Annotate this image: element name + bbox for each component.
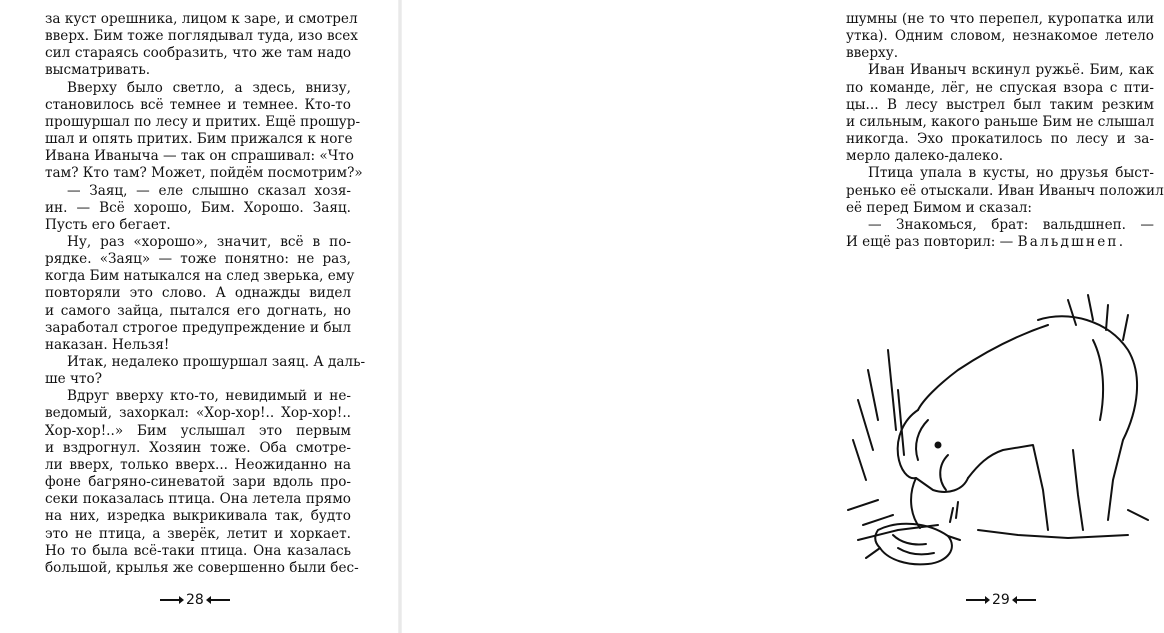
text-line: её перед Бимом и сказал: <box>846 199 1032 216</box>
page-number: 29 <box>992 592 1010 608</box>
text-line: рядке. «Заяц» — тоже понятно: не раз, <box>45 251 351 268</box>
page-number-right <box>966 588 1036 612</box>
text-line: когда Бим натыкался на след зверька, ему <box>45 268 355 285</box>
text-line: ведомый, захоркал: «Хор-хор!.. Хор-хор!.. <box>45 405 351 422</box>
text-line: мерло далеко-далеко. <box>846 148 1004 165</box>
text-line: и самого зайца, пытался его догнать, но <box>45 302 351 319</box>
text-line: ин. — Всё хорошо, Бим. Хорошо. Заяц. <box>45 199 351 216</box>
ornament-dash <box>160 599 180 601</box>
text-line: шумны (не то что перепел, куропатка или <box>846 11 1154 27</box>
text-line: прошуршал по лесу и притих. Ещё прошур- <box>45 113 361 130</box>
text-line: фоне багряно-синеватой зари вдоль про- <box>45 474 351 491</box>
text-line: Хор-хор!..» Бим услышал это первым <box>45 422 351 439</box>
text-line: там? Кто там? Может, пойдём посмотрим?» <box>45 165 363 182</box>
ornament-dash <box>210 599 230 601</box>
ornament-dash <box>966 599 986 601</box>
text-line: ренько её отыскали. Иван Иваныч положил <box>846 182 1164 199</box>
text-line: за куст орешника, лицом к заре, и смотрел <box>45 11 358 27</box>
text-line: большой, крылья же совершенно были бес- <box>45 559 359 576</box>
text-line: и сильным, какого раньше Бим не слышал <box>846 113 1155 130</box>
paragraph-start: — Заяц, — еле слышно сказал хозя- <box>67 182 351 199</box>
paragraph-start: Ну, раз «хорошо», значит, всё в по- <box>67 233 351 250</box>
text-line: Но то была всё-таки птица. Она казалась <box>45 542 351 559</box>
text-line: секи показалась птица. Она летела прямо <box>45 491 351 508</box>
text-line: становилось всё темнее и темнее. Кто-то <box>45 96 351 113</box>
paragraph-start: Вверху было светло, а здесь, внизу, <box>67 79 351 96</box>
paragraph-start: Вдруг вверху кто-то, невидимый и не- <box>67 388 351 405</box>
last-line <box>846 234 1154 251</box>
text-line: Ивана Иваныча — так он спрашивал: «Что <box>45 148 354 165</box>
page-number: 28 <box>186 592 204 608</box>
text-line: и вздрогнул. Хозяин тоже. Оба смотре- <box>45 439 351 456</box>
text-line: шал и опять притих. Бим прижался к ноге <box>45 131 353 148</box>
text-line: цы... В лесу выстрел был таким резким <box>846 96 1154 113</box>
text-line: сил стараясь сообразить, что же там надо <box>45 45 351 62</box>
dog-and-bird-illustration <box>838 280 1158 580</box>
paragraph-start: Иван Иваныч вскинул ружьё. Бим, как <box>868 62 1154 79</box>
text-line: заработал строгое предупреждение и был <box>45 319 351 336</box>
left-page <box>0 0 400 633</box>
text-line: Пусть его бегает. <box>45 216 171 233</box>
paragraph-start: Итак, недалеко прошуршал заяц. А даль- <box>67 354 366 370</box>
text-line: вверху. <box>846 45 899 62</box>
text-line: наказан. Нельзя! <box>45 336 170 353</box>
paragraph-start: — Знакомься, брат: вальдшнеп. — <box>868 216 1154 233</box>
text-line: высматривать. <box>45 62 151 79</box>
spaced-word: Вальдшнеп. <box>1017 233 1126 250</box>
text-line: ли вверх, только вверх... Неожиданно на <box>45 456 351 473</box>
paragraph-start: Птица упала в кусты, но друзья быст- <box>868 165 1154 182</box>
page-number-left <box>160 588 230 612</box>
right-page <box>400 0 1164 633</box>
text-line: по команде, лёг, не спуская взора с пти- <box>846 79 1154 96</box>
text-line: ше что? <box>45 371 102 388</box>
text-line: утка). Одним словом, незнакомое летело <box>846 28 1154 45</box>
text-line: на них, изредка выкрикивала так, будто <box>45 508 351 525</box>
text-line: вверх. Бим тоже поглядывал туда, изо всех <box>45 28 358 45</box>
text-line: никогда. Эхо прокатилось по лесу и за- <box>846 131 1154 148</box>
ornament-dash <box>1016 599 1036 601</box>
text-line: повторяли это слово. А однажды видел <box>45 285 351 302</box>
text-line: И ещё раз повторил: — <box>846 233 1018 250</box>
text-line: это не птица, а зверёк, летит и хоркает. <box>45 525 351 542</box>
